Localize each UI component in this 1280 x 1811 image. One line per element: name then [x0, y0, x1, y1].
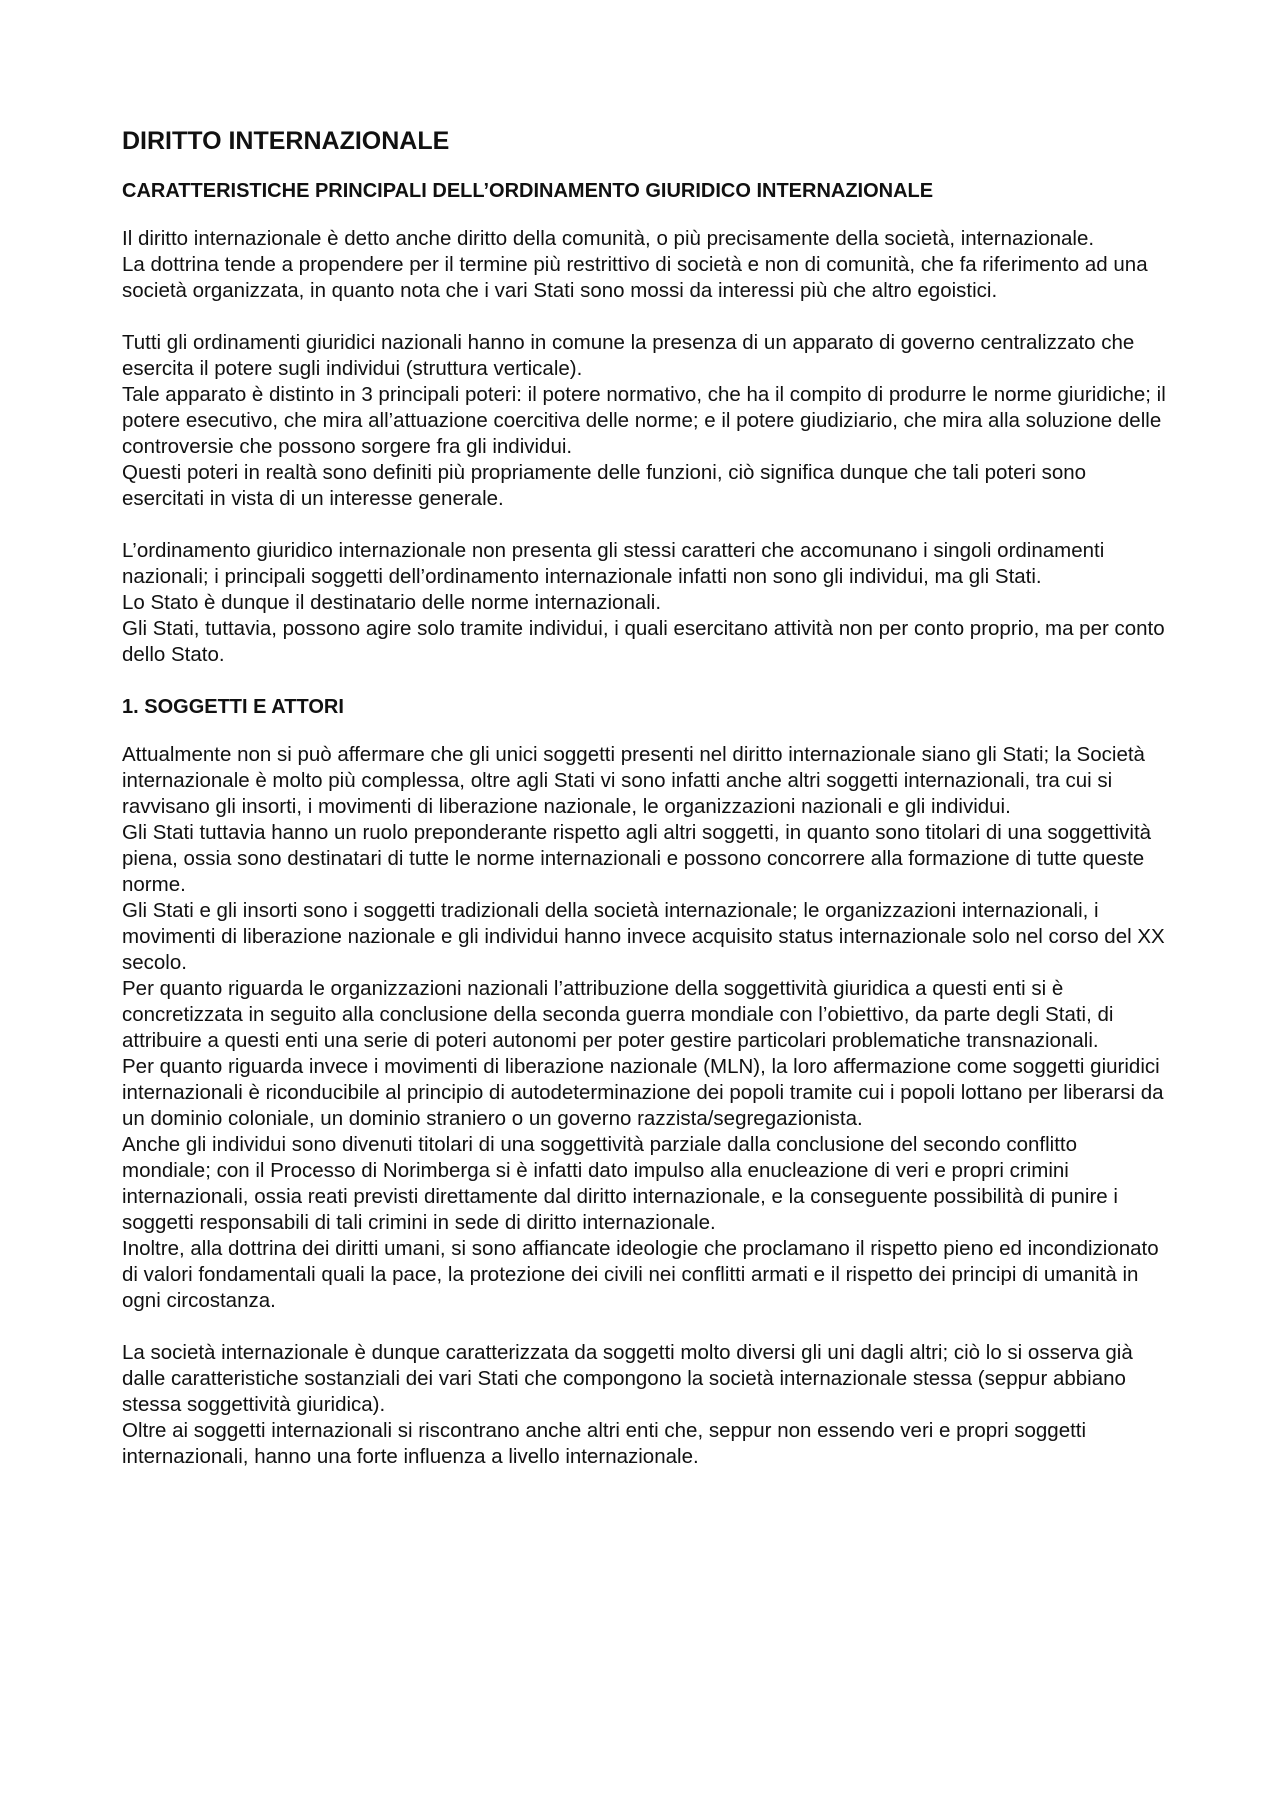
paragraph: L’ordinamento giuridico internazionale non presenta gli stessi caratteri che accomunano i singoli ordinamenti nazionali; i principali soggetti dell’ordinamento internazionale infatti non sono gli individui, ma gli Stati.: [122, 539, 1105, 588]
paragraph: Tale apparato è distinto in 3 principali poteri: il potere normativo, che ha il compito di produrre le norme giuridiche; il potere esecutivo, che mira all’attuazione coercitiva delle norme; e il potere giudiziario, che mira alla soluzione delle controversie che possono sorgere fra gli individui.: [122, 383, 1166, 458]
paragraph-block: [122, 1340, 1168, 1470]
paragraph: La società internazionale è dunque caratterizzata da soggetti molto diversi gli uni dagli altri; ciò lo si osserva già dalle caratteristiche sostanziali dei vari Stati che compongono la società internazionale stessa (seppur abbiano stessa soggettività giuridica).: [122, 1341, 1133, 1416]
paragraph: Il diritto internazionale è detto anche diritto della comunità, o più precisamente della società, internazionale.: [122, 227, 1095, 250]
paragraph-block: [122, 330, 1168, 512]
paragraph: Inoltre, alla dottrina dei diritti umani, si sono affiancate ideologie che proclamano il rispetto pieno ed incondizionato di valori fondamentali quali la pace, la protezione dei civili nei conflitti armati e il rispetto dei principi di umanità in ogni circostanza.: [122, 1237, 1159, 1312]
section-caratteristiche: [122, 178, 1168, 668]
paragraph: Per quanto riguarda invece i movimenti di liberazione nazionale (MLN), la loro affermazione come soggetti giuridici internazionali è riconducibile al principio di autodeterminazione dei popoli tramite cui i popoli lottano per liberarsi da un dominio coloniale, un dominio straniero o un governo razzista/segregazionista.: [122, 1055, 1164, 1130]
paragraph-block: [122, 226, 1168, 304]
section-heading: 1. SOGGETTI E ATTORI: [122, 696, 344, 718]
paragraph: Gli Stati, tuttavia, possono agire solo tramite individui, i quali esercitano attività non per conto proprio, ma per conto dello Stato.: [122, 617, 1165, 666]
paragraph-block: [122, 742, 1168, 1314]
section-heading: CARATTERISTICHE PRINCIPALI DELL’ORDINAMENTO GIURIDICO INTERNAZIONALE: [122, 180, 934, 202]
document-title: DIRITTO INTERNAZIONALE: [122, 127, 450, 155]
paragraph: Per quanto riguarda le organizzazioni nazionali l’attribuzione della soggettività giuridica a questi enti si è concretizzata in seguito alla conclusione della seconda guerra mondiale con l’obiettivo, da parte degli Stati, di attribuire a questi enti una serie di poteri autonomi per poter gestire particolari problematiche transnazionali.: [122, 977, 1114, 1052]
paragraph: Attualmente non si può affermare che gli unici soggetti presenti nel diritto internazionale siano gli Stati; la Società internazionale è molto più complessa, oltre agli Stati vi sono infatti anche altri soggetti internazionali, tra cui si ravvisano gli insorti, i movimenti di liberazione nazionale, le organizzazioni nazionali e gli individui.: [122, 743, 1145, 818]
paragraph: Lo Stato è dunque il destinatario delle norme internazionali.: [122, 591, 662, 614]
section-soggetti-e-attori: [122, 694, 1168, 1470]
paragraph-block: [122, 538, 1168, 668]
paragraph: Anche gli individui sono divenuti titolari di una soggettività parziale dalla conclusione del secondo conflitto mondiale; con il Processo di Norimberga si è infatti dato impulso alla enucleazione di veri e propri crimini internazionali, ossia reati previsti direttamente dal diritto internazionale, e la conseguente possibilità di punire i soggetti responsabili di tali crimini in sede di diritto internazionale.: [122, 1133, 1118, 1234]
paragraph: Tutti gli ordinamenti giuridici nazionali hanno in comune la presenza di un apparato di governo centralizzato che esercita il potere sugli individui (struttura verticale).: [122, 331, 1135, 380]
paragraph: Oltre ai soggetti internazionali si riscontrano anche altri enti che, seppur non essendo veri e propri soggetti internazionali, hanno una forte influenza a livello internazionale.: [122, 1419, 1087, 1468]
paragraph: La dottrina tende a propendere per il termine più restrittivo di società e non di comunità, che fa riferimento ad una società organizzata, in quanto nota che i vari Stati sono mossi da interessi più che altro egoistici.: [122, 253, 1148, 302]
paragraph: Gli Stati e gli insorti sono i soggetti tradizionali della società internazionale; le organizzazioni internazionali, i movimenti di liberazione nazionale e gli individui hanno invece acquisito status internazionale solo nel corso del XX secolo.: [122, 899, 1165, 974]
paragraph: Questi poteri in realtà sono definiti più propriamente delle funzioni, ciò significa dunque che tali poteri sono esercitati in vista di un interesse generale.: [122, 461, 1087, 510]
paragraph: Gli Stati tuttavia hanno un ruolo preponderante rispetto agli altri soggetti, in quanto sono titolari di una soggettività piena, ossia sono destinatari di tutte le norme internazionali e possono concorrere alla formazione di tutte queste norme.: [122, 821, 1152, 896]
